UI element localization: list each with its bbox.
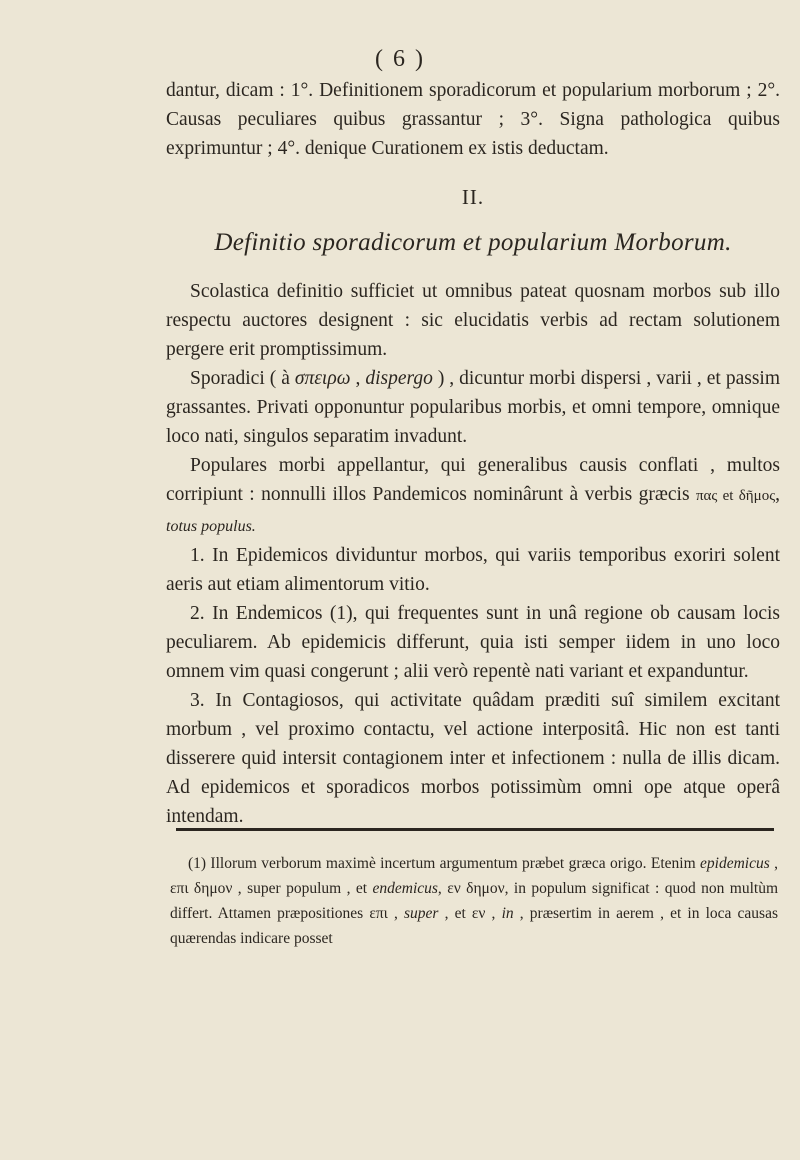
text-span: Sporadici ( à [190, 368, 295, 389]
latin-word: totus populus. [166, 518, 256, 535]
paragraph-contagiosos: 3. In Contagiosos, qui activitate quâdam præditi suî similem excitant morbum , vel proximo contactu, vel actione interpositâ. Hic non est tanti disserere quid intersit contagionem inter et infectionem : nulla de illis dicam. Ad epidemicos et sporadicos morbos potissimùm omni ope atque operâ intendam. [166, 690, 780, 827]
text-span: Populares morbi appellantur, qui generalibus causis conflati , multos corripiunt : nonnulli illos Pandemicos nominârunt à verbis græcis [166, 455, 780, 505]
text-span: , επι δημον , super populum , et [170, 855, 778, 897]
greek-word: πας et δῆμος [695, 488, 776, 504]
section-title: Definitio sporadicorum et popularium Morborum. [214, 229, 732, 256]
text-span: ) , dicuntur morbi dispersi , varii , et passim grassantes. Privati opponuntur popularibus morbis, et omni tempore, omnique loco nati, singulos separatim invadunt. [166, 368, 780, 447]
paragraph-sporadici [166, 364, 780, 451]
footnote [170, 851, 778, 951]
text-span: , præsertim in aerem , et in loca causas quærendas indicare posset [170, 905, 778, 947]
latin-word: endemicus [372, 880, 438, 897]
text-span: , εν δημον, in populum significat : quod non multùm differt. Attamen præpositiones επι , [170, 880, 779, 922]
text-span: , et εν , [438, 905, 502, 922]
latin-word: epidemicus [700, 855, 770, 872]
paragraph-populares [166, 451, 780, 541]
body-text [166, 76, 780, 831]
paragraph-definition: Scolastica definitio sufficiet ut omnibus pateat quosnam morbos sub illo respectu auctores designent : sic elucidatis verbis ad rectam solutionem pergere erit promptissimum. [166, 281, 780, 360]
latin-word: in [501, 905, 514, 922]
text-span: , [775, 484, 781, 505]
paragraph-epidemicos: 1. In Epidemicos dividuntur morbos, qui variis temporibus exoriri solent aeris aut etiam alimentorum vitio. [166, 545, 780, 595]
intro-paragraph: dantur, dicam : 1°. Definitionem sporadicorum et popularium morborum ; 2°. Causas peculiares quibus grassantur ; 3°. Signa pathologica quibus exprimuntur ; 4°. denique Curationem ex istis deductam. [166, 80, 780, 159]
text-span: , [350, 368, 366, 389]
page-number: ( 6 ) [375, 46, 425, 72]
paragraph-endemicos: 2. In Endemicos (1), qui frequentes sunt in unâ regione ob causam locis peculiarem. Ab epidemicis differunt, quia isti semper iidem in uno loco omnem vim quasi congerunt ; alii verò repentè nati variant et expanduntur. [166, 603, 780, 682]
section-number: II. [461, 185, 485, 209]
footnote-text [170, 851, 778, 951]
latin-word: dispergo [365, 368, 433, 389]
latin-word: super [404, 905, 439, 922]
greek-word: σπειρω [294, 368, 351, 389]
text-span: (1) Illorum verborum maximè incertum argumentum præbet græca origo. Etenim [188, 855, 701, 872]
footnote-rule [176, 828, 774, 831]
